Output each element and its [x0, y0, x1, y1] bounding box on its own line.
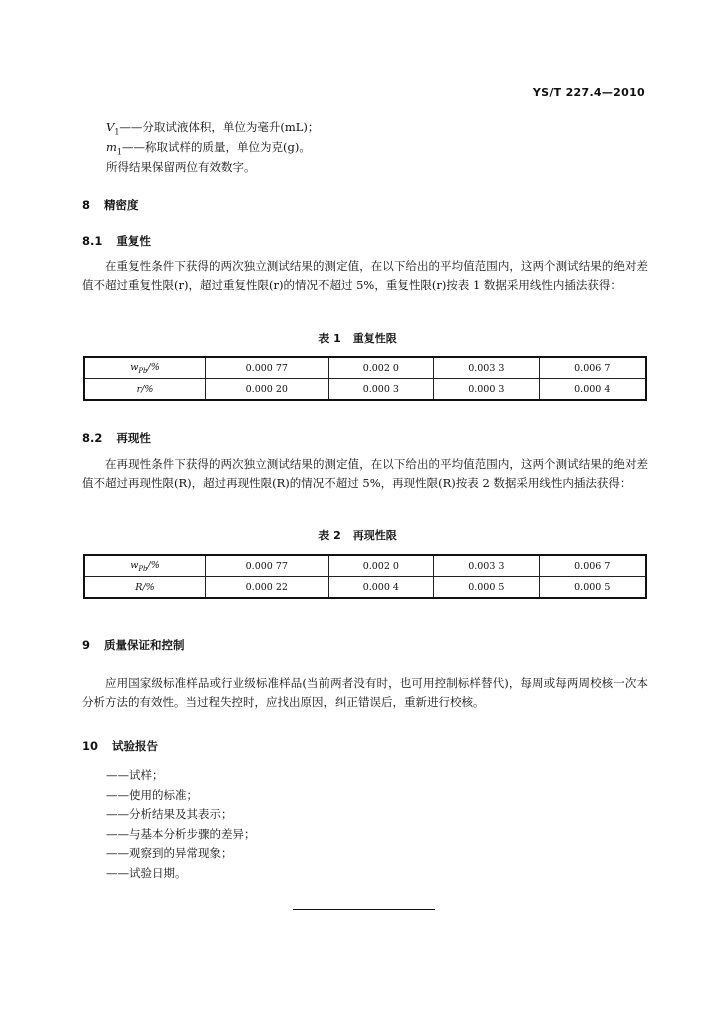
report-items-list [106, 766, 256, 883]
table-row [84, 357, 646, 379]
table-2-row1-label-unit: /% [147, 559, 160, 571]
table-cell: 0.002 0 [328, 555, 433, 577]
table-cell: 0.006 7 [539, 555, 646, 577]
list-item: ——与基本分析步骤的差异； [106, 826, 256, 841]
section-8-2-title: 再现性 [116, 431, 151, 445]
table-cell: 0.000 3 [434, 379, 539, 401]
var-m1-sub: 1 [116, 147, 122, 157]
section-8-1-number: 8.1 [82, 234, 103, 248]
table-2-row1-label-sym: w [130, 559, 139, 571]
table-2-caption [0, 527, 715, 543]
table-cell: 0.000 4 [539, 379, 646, 401]
table-2-caption-title: 再现性限 [352, 529, 397, 542]
list-item: ——使用的标准； [106, 787, 198, 802]
section-8-number: 8 [82, 198, 91, 212]
section-8-2-number: 8.2 [82, 431, 103, 445]
table-cell: 0.000 77 [206, 555, 329, 577]
table-cell: 0.003 3 [434, 357, 539, 379]
table-1-row1-label-sub: Pb [138, 366, 148, 375]
standard-id: YS/T 227.4—2010 [532, 86, 645, 99]
section-9-heading [82, 637, 185, 653]
table-1-caption-number: 表 1 [318, 332, 341, 345]
table-1-caption-title: 重复性限 [352, 332, 397, 345]
table-2-row2-label: R/% [84, 577, 206, 599]
table-2-caption-number: 表 2 [318, 529, 341, 542]
table-1-row1-label-unit: /% [147, 361, 160, 373]
table-1-caption [0, 330, 715, 346]
var-m1-symbol: m [106, 140, 117, 154]
section-8-title: 精密度 [104, 198, 139, 212]
table-cell: 0.000 77 [206, 357, 329, 379]
section-10-number: 10 [82, 739, 99, 753]
table-1 [83, 356, 647, 401]
section-10-heading [82, 738, 158, 754]
table-2-row1-label-sub: Pb [138, 564, 148, 573]
section-9-paragraph: 应用国家级标准样品或行业级标准样品(当前两者没有时，也可用控制标样替代)，每周或每两周校核一次本分析方法的有效性。当过程失控时，应找出原因，纠正错误后，重新进行校核。 [82, 676, 648, 709]
section-9-number: 9 [82, 638, 91, 652]
list-item: ——试验日期。 [106, 865, 187, 880]
table-cell: 0.000 4 [328, 577, 433, 599]
section-8-heading [82, 197, 139, 213]
table-2-row1-label [84, 555, 206, 577]
table-cell: 0.000 3 [328, 379, 433, 401]
var-v1-sub: 1 [114, 127, 120, 137]
var-v1-desc: ——分取试液体积，单位为毫升(mL)； [119, 120, 320, 134]
table-cell: 0.006 7 [539, 357, 646, 379]
table-row [84, 379, 646, 401]
table-1-row2-label: r/% [84, 379, 206, 401]
var-m1-desc: ——称取试样的质量，单位为克(g)。 [122, 140, 311, 154]
table-cell: 0.002 0 [328, 357, 433, 379]
table-cell: 0.000 5 [434, 577, 539, 599]
section-8-2-paragraph: 在再现性条件下获得的两次独立测试结果的测定值，在以下给出的平均值范围内，这两个测试结果的绝对差值不超过再现性限(R)，超过再现性限(R)的情况不超过 5%，再现性限(R)按表 2 数据采用线性内插法获得： [82, 457, 648, 490]
section-9-title: 质量保证和控制 [104, 638, 185, 652]
var-v1-symbol: V [106, 120, 115, 134]
section-8-1-title: 重复性 [116, 234, 151, 248]
table-cell: 0.000 20 [206, 379, 329, 401]
end-rule [293, 909, 435, 910]
table-cell: 0.000 5 [539, 577, 646, 599]
list-item: ——观察到的异常现象； [106, 846, 233, 860]
table-1-row1-label-sym: w [130, 361, 139, 373]
table-1-row1-label [84, 357, 206, 379]
table-row [84, 577, 646, 599]
table-row [84, 555, 646, 577]
table-2 [83, 554, 647, 599]
list-item: ——试样； [106, 768, 164, 782]
list-item: ——分析结果及其表示； [106, 807, 233, 821]
section-8-1-paragraph: 在重复性条件下获得的两次独立测试结果的测定值，在以下给出的平均值范围内，这两个测试结果的绝对差值不超过重复性限(r)，超过重复性限(r)的情况不超过 5%，重复性限(r)按表 1 数据采用线性内插法获得： [82, 259, 648, 292]
section-8-2-heading [82, 430, 151, 446]
section-8-1-heading [82, 233, 151, 249]
table-cell: 0.000 22 [206, 577, 329, 599]
section-10-title: 试验报告 [112, 739, 159, 753]
result-note: 所得结果保留两位有效数字。 [106, 160, 256, 174]
table-cell: 0.003 3 [434, 555, 539, 577]
